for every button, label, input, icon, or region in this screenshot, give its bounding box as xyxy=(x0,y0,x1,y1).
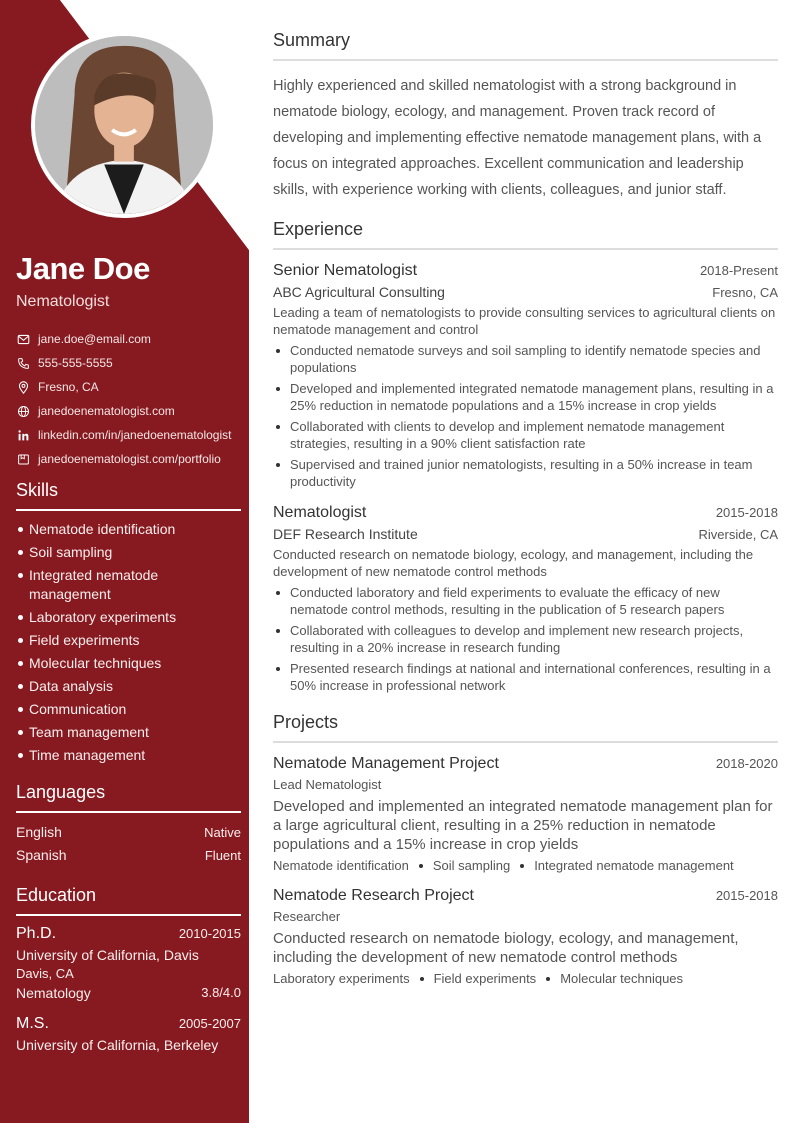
experience-section xyxy=(273,219,778,694)
contact-phone-text: 555-555-5555 xyxy=(38,356,113,370)
project-name: Nematode Management Project xyxy=(273,755,499,772)
project-tags xyxy=(273,858,778,873)
education-school: University of California, Davis xyxy=(16,947,199,963)
job-dates: 2015-2018 xyxy=(715,505,778,520)
skill-item: Communication xyxy=(16,700,241,719)
project-tag: Molecular techniques xyxy=(560,971,684,986)
education-field: Nematology xyxy=(16,985,91,1001)
language-name: Spanish xyxy=(16,847,67,863)
job-company: DEF Research Institute xyxy=(273,526,418,542)
summary-text: Highly experienced and skilled nematologist with a strong background in nematode biology, ecology, and management. Proven track record of developing and implementing effective nematode management plans, with a focus on integrated approaches. Excellent communication and leadership skills, with experience working with clients, colleagues, and junior staff. xyxy=(273,78,762,198)
project-description: Conducted research on nematode biology, ecology, and management, including the development of new nematode control methods xyxy=(273,930,739,966)
summary-heading: Summary xyxy=(273,30,778,61)
education-degree: Ph.D. xyxy=(16,925,57,942)
linkedin-icon xyxy=(16,428,30,442)
education-entry xyxy=(16,925,241,1001)
language-level: Native xyxy=(204,825,241,840)
contact-linkedin-text: linkedin.com/in/janedoenematologist xyxy=(38,428,232,442)
skill-item: Field experiments xyxy=(16,631,241,650)
education-dates: 2005-2007 xyxy=(178,1016,241,1031)
contact-email[interactable] xyxy=(16,327,244,351)
tag-separator xyxy=(419,864,423,868)
skill-item: Data analysis xyxy=(16,677,241,696)
candidate-name: Jane Doe xyxy=(16,251,150,286)
language-level: Fluent xyxy=(204,848,241,863)
profile-photo-illustration xyxy=(35,36,213,214)
project-tag: Laboratory experiments xyxy=(273,971,410,986)
job-entry xyxy=(273,504,778,694)
skill-item: Molecular techniques xyxy=(16,654,241,673)
summary-section xyxy=(273,30,778,203)
contact-email-text: jane.doe@email.com xyxy=(38,332,151,346)
skill-item: Team management xyxy=(16,723,241,742)
project-description: Developed and implemented an integrated nematode management plan for a large agricultural client, resulting in a 25% reduction in nematode populations and a 15% increase in crop yields xyxy=(273,798,773,853)
skills-list xyxy=(16,520,241,765)
tag-separator xyxy=(546,977,550,981)
sidebar xyxy=(0,0,249,1123)
job-bullets xyxy=(273,342,778,490)
project-entry xyxy=(273,755,778,873)
language-name: English xyxy=(16,824,62,840)
languages-heading: Languages xyxy=(16,782,241,813)
project-tag: Soil sampling xyxy=(432,858,511,873)
project-tag: Integrated nematode management xyxy=(534,858,734,873)
job-bullet: Presented research findings at national and international conferences, resulting in a 50% increase in professional network xyxy=(273,660,778,694)
job-location: Riverside, CA xyxy=(698,527,778,542)
education-school: University of California, Berkeley xyxy=(16,1037,219,1053)
skills-heading: Skills xyxy=(16,480,241,511)
project-dates: 2015-2018 xyxy=(715,888,778,903)
skill-item: Time management xyxy=(16,746,241,765)
job-dates: 2018-Present xyxy=(699,263,778,278)
job-description: Conducted research on nematode biology, ecology, and management, including the development of new nematode control methods xyxy=(273,547,754,579)
contact-list xyxy=(16,327,244,471)
project-role: Lead Nematologist xyxy=(273,777,382,792)
profile-photo xyxy=(31,32,217,218)
language-row xyxy=(16,821,241,844)
globe-icon xyxy=(16,404,30,418)
skill-item: Soil sampling xyxy=(16,543,241,562)
contact-portfolio[interactable] xyxy=(16,447,244,471)
job-bullet: Supervised and trained junior nematologists, resulting in a 50% increase in team productivity xyxy=(273,456,778,490)
project-dates: 2018-2020 xyxy=(715,756,778,771)
skill-item: Laboratory experiments xyxy=(16,608,241,627)
skill-item: Integrated nematode management xyxy=(16,566,241,604)
project-tags xyxy=(273,971,778,986)
job-bullet: Collaborated with colleagues to develop and implement new research projects, resulting in a 20% increase in research funding xyxy=(273,622,778,656)
project-name: Nematode Research Project xyxy=(273,887,474,904)
education-location: Davis, CA xyxy=(16,966,74,981)
experience-heading: Experience xyxy=(273,219,778,250)
education-dates: 2010-2015 xyxy=(178,926,241,941)
skill-item: Nematode identification xyxy=(16,520,241,539)
education-entry xyxy=(16,1015,241,1053)
tag-separator xyxy=(420,977,424,981)
candidate-title: Nematologist xyxy=(16,293,110,310)
education-heading: Education xyxy=(16,885,241,916)
contact-linkedin[interactable] xyxy=(16,423,244,447)
phone-icon xyxy=(16,356,30,370)
contact-phone[interactable] xyxy=(16,351,244,375)
job-bullets xyxy=(273,584,778,694)
contact-website-text: janedoenematologist.com xyxy=(38,404,175,418)
job-location: Fresno, CA xyxy=(712,285,778,300)
contact-website[interactable] xyxy=(16,399,244,423)
job-bullet: Conducted nematode surveys and soil sampling to identify nematode species and populations xyxy=(273,342,778,376)
education-gpa: 3.8/4.0 xyxy=(201,985,241,1000)
contact-location-text: Fresno, CA xyxy=(38,380,99,394)
education-section xyxy=(16,885,241,1053)
language-row xyxy=(16,844,241,867)
project-tag: Nematode identification xyxy=(273,858,409,873)
portfolio-icon xyxy=(16,452,30,466)
job-title: Senior Nematologist xyxy=(273,262,418,279)
project-role: Researcher xyxy=(273,909,341,924)
languages-section xyxy=(16,782,241,867)
job-entry xyxy=(273,262,778,490)
job-title: Nematologist xyxy=(273,504,367,521)
tag-separator xyxy=(520,864,524,868)
main-content xyxy=(273,30,778,986)
projects-section xyxy=(273,712,778,986)
email-icon xyxy=(16,332,30,346)
job-bullet: Conducted laboratory and field experiments to evaluate the efficacy of new nematode control methods, resulting in the publication of 5 research papers xyxy=(273,584,778,618)
education-degree: M.S. xyxy=(16,1015,49,1032)
job-description: Leading a team of nematologists to provide consulting services to agricultural clients on nematode management and control xyxy=(273,305,776,337)
projects-heading: Projects xyxy=(273,712,778,743)
job-bullet: Developed and implemented integrated nematode management plans, resulting in a 25% reduction in nematode populations and a 15% increase in crop yields xyxy=(273,380,778,414)
job-bullet: Collaborated with clients to develop and implement nematode management strategies, resulting in a 90% client satisfaction rate xyxy=(273,418,778,452)
languages-list xyxy=(16,821,241,867)
job-company: ABC Agricultural Consulting xyxy=(273,284,445,300)
project-entry xyxy=(273,887,778,986)
contact-location xyxy=(16,375,244,399)
contact-portfolio-text: janedoenematologist.com/portfolio xyxy=(38,452,221,466)
location-icon xyxy=(16,380,30,394)
project-tag: Field experiments xyxy=(433,971,537,986)
skills-section xyxy=(16,480,241,769)
